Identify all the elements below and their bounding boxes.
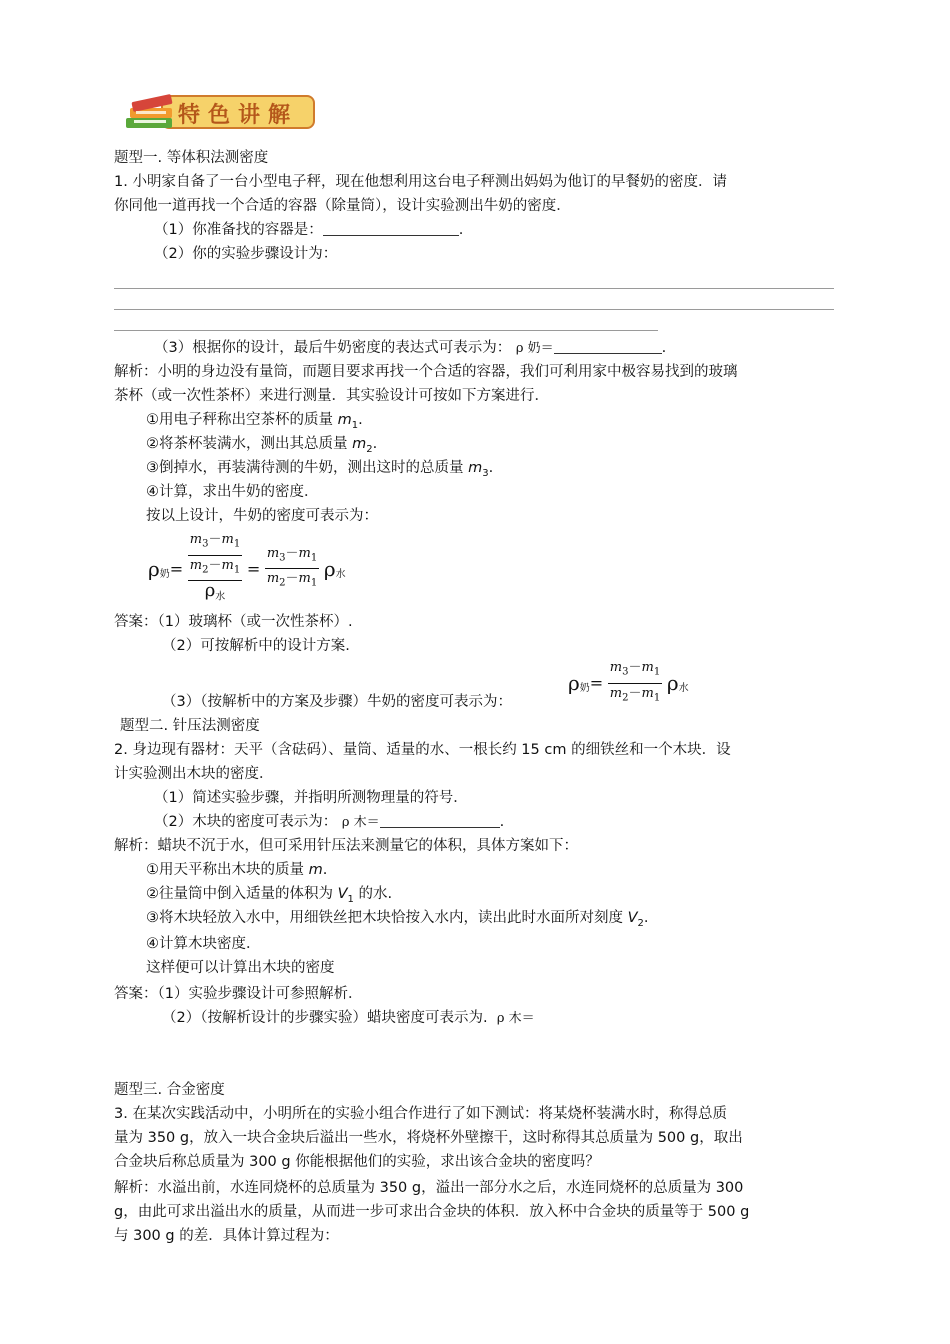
text-line: 答案：（1）实验步骤设计可参照解析． [114, 986, 363, 1002]
text-line: ④计算木块密度． [146, 936, 261, 952]
text-line: ①用天平称出木块的质量 m. [146, 862, 328, 878]
section-heading: 题型二. 针压法测密度 [120, 718, 260, 734]
answer-blank [380, 813, 500, 828]
text-line: 3. 在某次实践活动中，小明所在的实验小组合作进行了如下测试：将某烧杯装满水时，称得总质 [114, 1106, 727, 1122]
answer-rule [114, 330, 658, 331]
section-heading: 题型一. 等体积法测密度 [114, 150, 269, 166]
text-line: （2）可按解析中的设计方案. [162, 638, 350, 654]
text-line: ②将茶杯装满水，测出其总质量 $m_2$. [146, 436, 378, 455]
text-line: ④计算，求出牛奶的密度． [146, 484, 319, 500]
text-line: ①用电子秤称出空茶杯的质量 $m_1$. [146, 412, 363, 431]
text-line: 解析：水溢出前，水连同烧杯的总质量为 350 g，溢出一部分水之后，水连同烧杯的总质量为 300 [114, 1180, 744, 1196]
text-line: ③倒掉水，再装满待测的牛奶，测出这时的总质量 $m_3$. [146, 460, 494, 479]
section-heading: 题型三. 合金密度 [114, 1082, 225, 1098]
banner-title: 特色讲解 [178, 103, 299, 128]
text-line: 1. 小明家自备了一台小型电子秤，现在他想利用这台电子秤测出妈妈为他订的早餐奶的密度．请 [114, 174, 727, 190]
text-line: 合金块后称总质量为 300 g 你能根据他们的实验，求出该合金块的密度吗？ [114, 1154, 600, 1170]
text-line: （3）（按解析中的方案及步骤）牛奶的密度可表示为： [162, 694, 512, 710]
text-line: 这样便可以计算出木块的密度 [146, 960, 335, 976]
text-line: 与 300 g 的差．具体计算过程为： [114, 1228, 339, 1244]
text-line: g，由此可求出溢出水的质量，从而进一步可求出合金块的体积．放入杯中合金块的质量等于 500 g [114, 1204, 750, 1220]
text-line: 按以上设计，牛奶的密度可表示为： [146, 508, 378, 524]
text-line: 解析：小明的身边没有量筒，而题目要求再找一个合适的容器，我们可利用家中极容易找到的玻璃 [114, 364, 738, 380]
text-line: 2. 身边现有器材：天平（含砝码）、量筒、适量的水、一根长约 15 cm 的细铁丝和一个木块．设 [114, 742, 731, 758]
text-line: （3）根据你的设计，最后牛奶密度的表达式可表示为： ρ 奶＝ . [154, 340, 667, 356]
answer-rule [114, 288, 834, 289]
text-line: （2）（按解析设计的步骤实验）蜡块密度可表示为. ρ 木＝ [162, 1010, 535, 1026]
text-line: （1）你准备找的容器是： . [154, 222, 464, 238]
answer-rule [114, 309, 834, 310]
text-line: ②往量筒中倒入适量的体积为 $V_1$ 的水. [146, 886, 393, 905]
answer-blank [554, 339, 662, 354]
text-line: 答案：（1）玻璃杯（或一次性茶杯）. [114, 614, 353, 630]
density-formula: $\rho_奶=$ $m_3-m_1$ $m_2-m_1$ $\rho_水$ = $\frac{m_3-m_1}{m_2-m_1}$ $\rho_水$ [148, 532, 346, 603]
answer-blank [323, 221, 459, 236]
text-line: ③将木块轻放入水中，用细铁丝把木块恰按入水内，读出此时水面所对刻度 $V_2$. [146, 910, 649, 929]
text-line: 计实验测出木块的密度． [114, 766, 274, 782]
text-line: （1）简述实验步骤，并指明所测物理量的符号． [154, 790, 468, 806]
text-line: 量为 350 g，放入一块合金块后溢出一些水，将烧杯外壁擦干，这时称得其总质量为 500 g，取出 [114, 1130, 743, 1146]
text-line: （2）木块的密度可表示为： ρ 木＝ . [154, 814, 505, 830]
text-line: 你同他一道再找一个合适的容器（除量筒），设计实验测出牛奶的密度． [114, 198, 571, 214]
text-line: （2）你的实验步骤设计为： [154, 246, 338, 262]
text-line: 解析：蜡块不沉于水，但可采用针压法来测量它的体积，具体方案如下： [114, 838, 578, 854]
density-formula-answer: $\rho_奶=$ $\frac{m_3-m_1}{m_2-m_1}$ $\rho_水$ [568, 660, 689, 704]
text-line: 茶杯（或一次性茶杯）来进行测量．其实验设计可按如下方案进行． [114, 388, 549, 404]
